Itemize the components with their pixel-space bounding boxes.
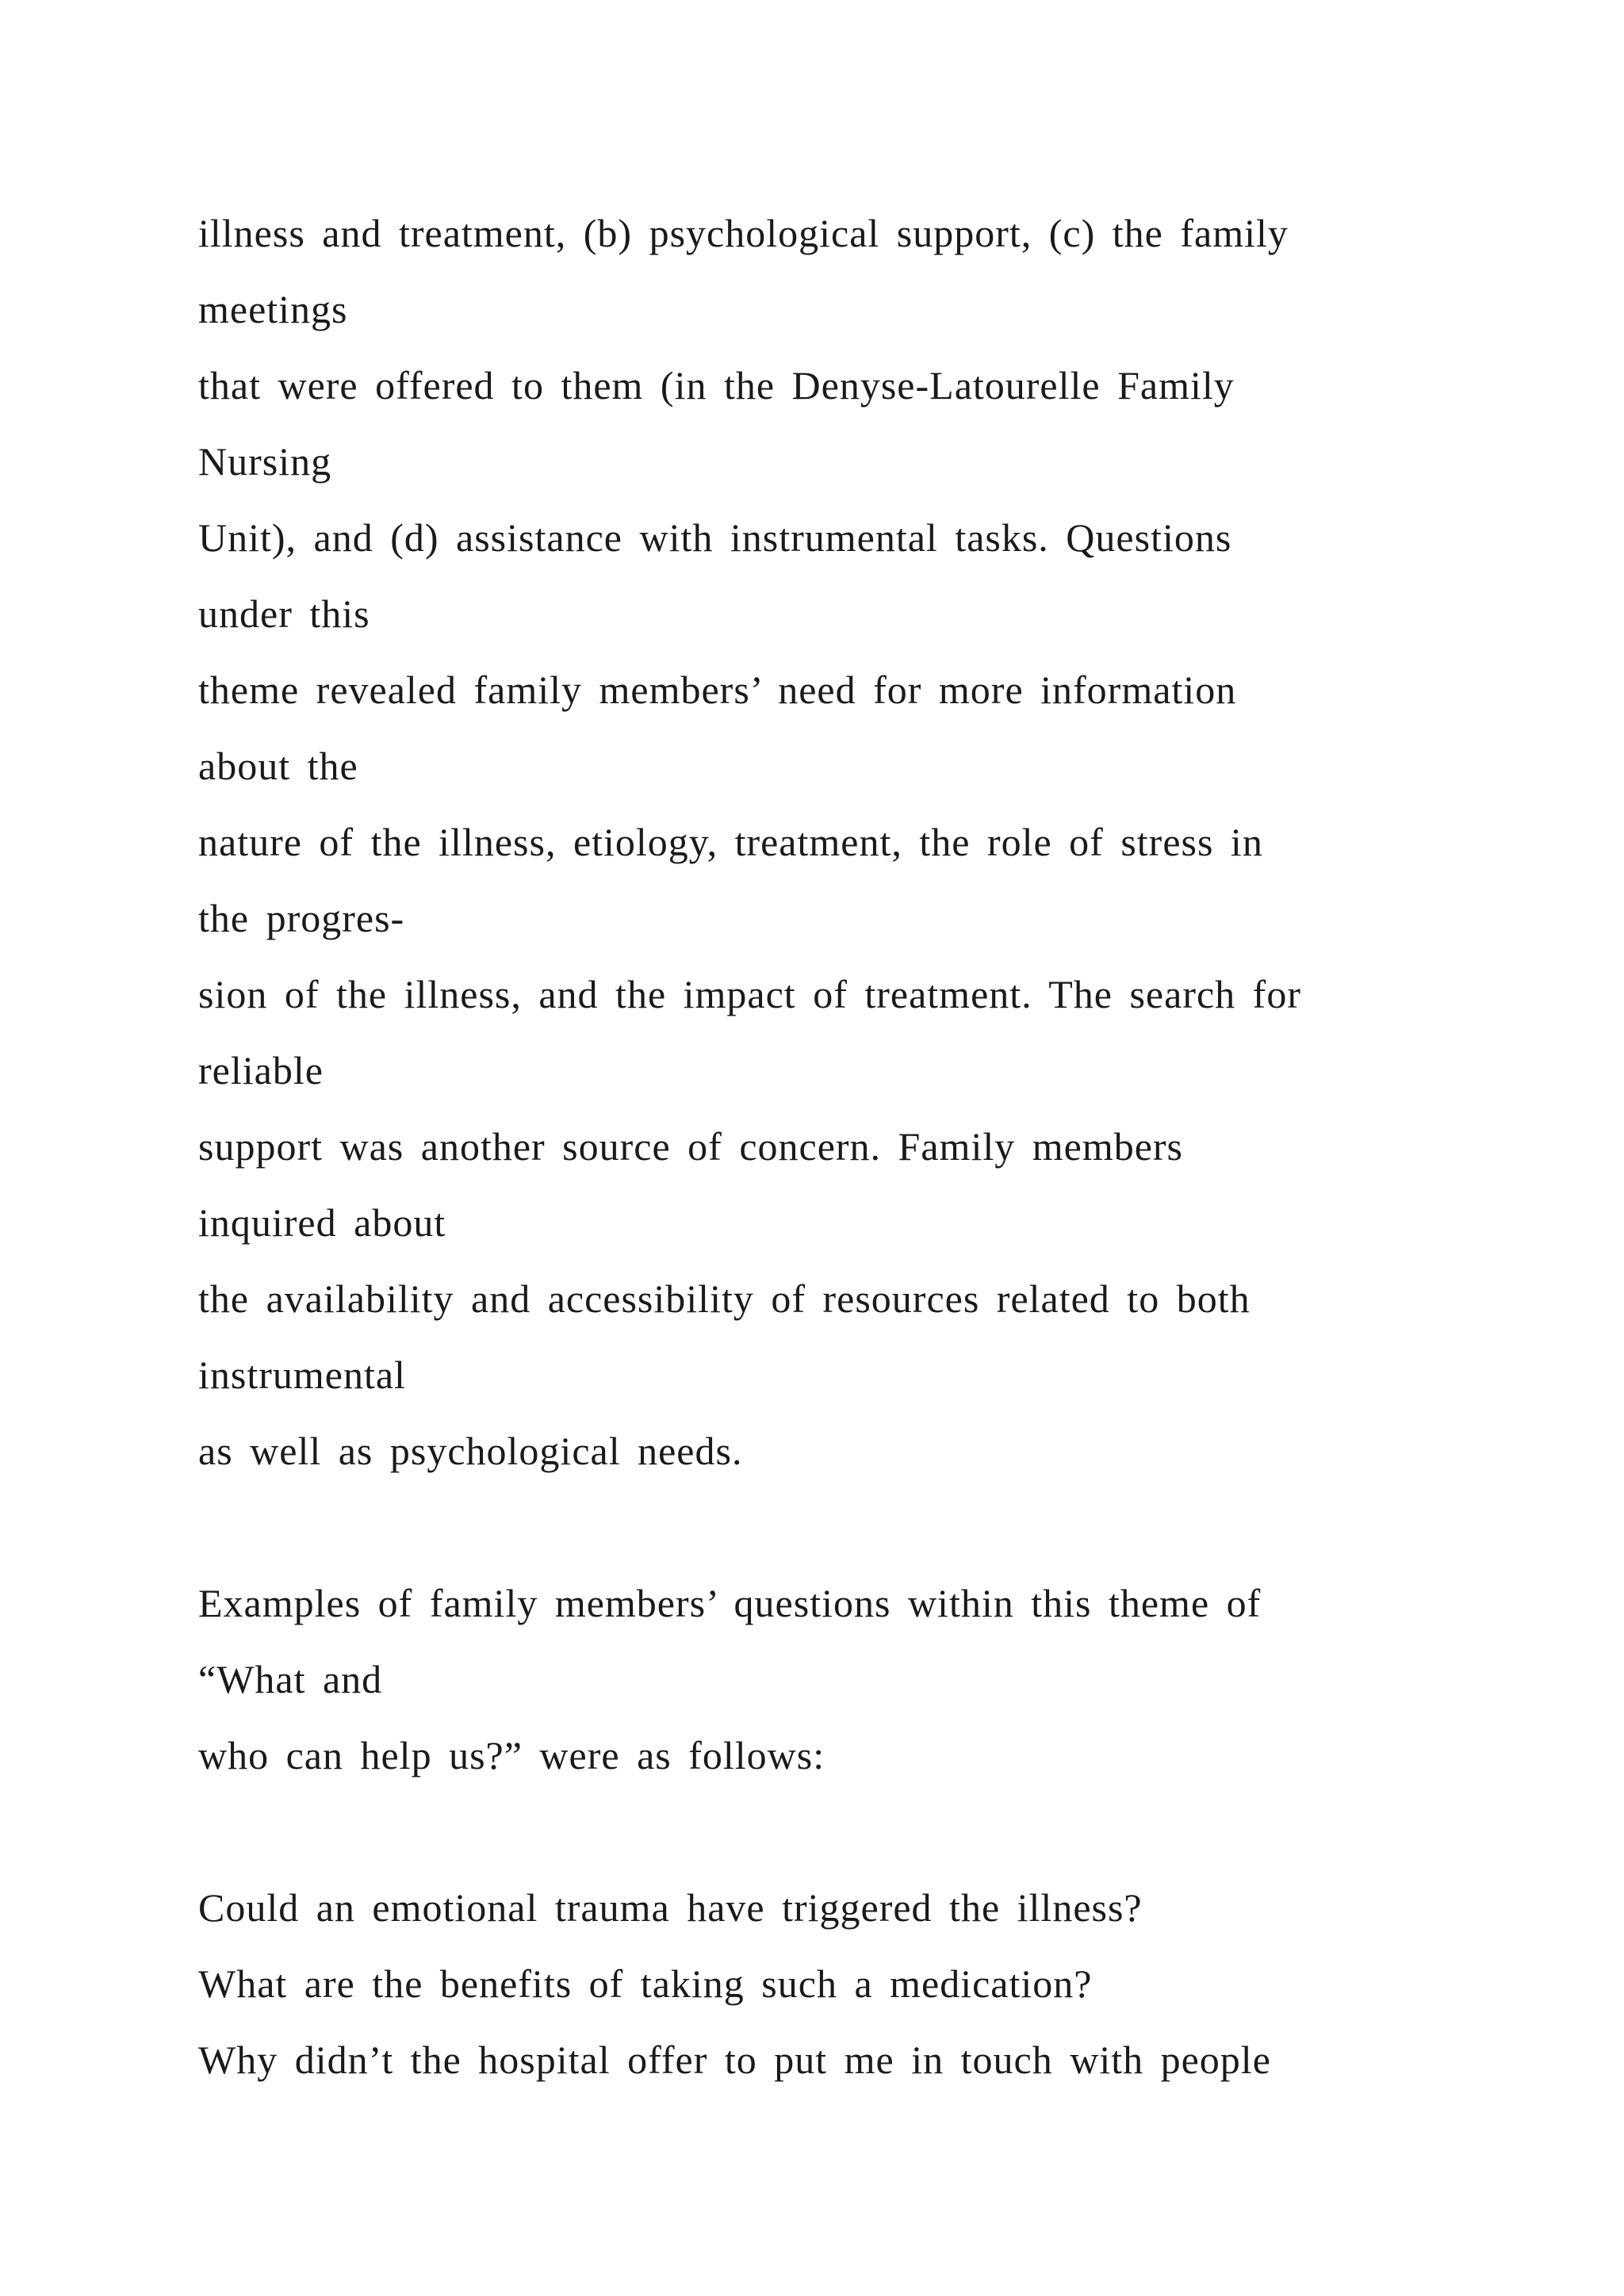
question-line: Could an emotional trauma have triggered the illness? [198,1885,1143,1930]
question-line: What are the benefits of taking such a medication? [198,1961,1093,2006]
text-line: theme revealed family members’ need for more information [198,668,1237,712]
text-line: under this [198,591,370,636]
text-line: sion of the illness, and the impact of treatment. The search for [198,972,1301,1016]
text-line: nature of the illness, etiology, treatment, the role of stress in [198,820,1263,864]
paragraph-gap [198,1793,1499,1869]
text-line: meetings [198,287,348,331]
text-line: instrumental [198,1353,406,1397]
text-line: about the [198,744,358,788]
text-line: that were offered to them (in the Denyse-Latourelle Family [198,363,1235,408]
text-line: inquired about [198,1200,446,1245]
text-line: Unit), and (d) assistance with instrumental tasks. Questions [198,515,1232,560]
text-line: reliable [198,1048,324,1093]
question-line: Why didn’t the hospital offer to put me in touch with people [198,2038,1271,2082]
text-line: who can help us?” were as follows: [198,1733,825,1777]
text-line: Nursing [198,439,332,484]
body-text [198,195,1499,2098]
text-line: the progres- [198,896,405,940]
paragraph-gap [198,1489,1499,1565]
text-line: the availability and accessibility of resources related to both [198,1276,1251,1321]
text-line: “What and [198,1657,383,1701]
text-line: as well as psychological needs. [198,1429,743,1473]
text-line: support was another source of concern. Family members [198,1124,1184,1169]
text-line: illness and treatment, (b) psychological support, (c) the family [198,211,1289,255]
text-line: Examples of family members’ questions within this theme of [198,1581,1262,1625]
